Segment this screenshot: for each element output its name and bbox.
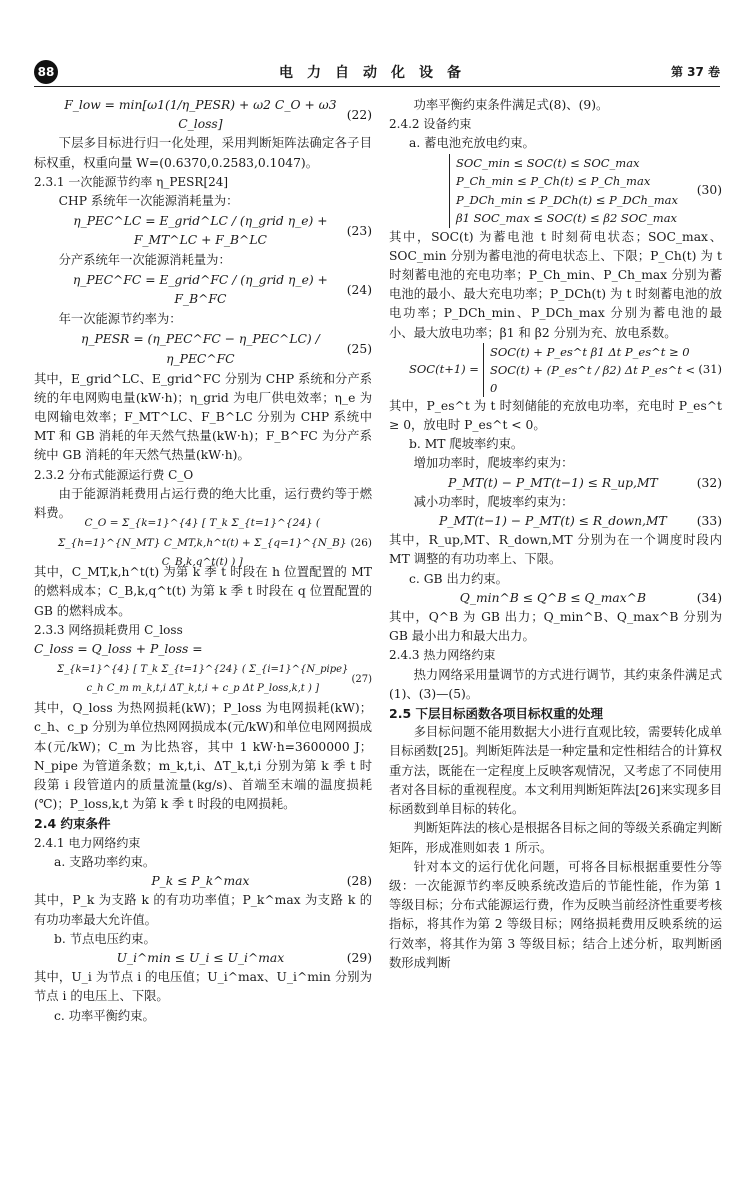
equation-28: P_k ≤ P_k^max (28) bbox=[151, 874, 372, 889]
section-heading-2-4-1: 2.4.1 电力网络约束 bbox=[34, 835, 141, 850]
item-c-power: c. 功率平衡约束。 bbox=[54, 1008, 155, 1023]
paragraph: 减小功率时，爬坡率约束为： bbox=[413, 494, 574, 509]
paragraph: 其中，E_grid^LC、E_grid^FC 分别为 CHP 系统和分产系统的年电网购电量(kW·h)；η_grid 为电厂供电效率；η_e 为电网输电效率；F_MT^LC、F_B^LC 分别为 CHP 系统中 MT 和 GB 消耗的年天然气热量(kW·h)；F_B^FC 为分产系统中 GB 消耗的年天然气热量(kW·h)。 bbox=[34, 371, 372, 463]
equation-31: SOC(t+1) = SOC(t) + P_es^t β1 Δt P_es^t ≥ 0 SOC(t) + (P_es^t / β2) Δt P_es^t < 0 (31) bbox=[409, 344, 722, 395]
item-c-gb: c. GB 出力约束。 bbox=[409, 571, 508, 586]
equation-27: Σ_{k=1}^{4} [ T_k Σ_{t=1}^{24} ( Σ_{i=1}^{N_pipe} c_h C_m m_k,t,i ΔT_k,t,i + c_p Δt P_loss,k,t ) ] (27) bbox=[57, 664, 372, 695]
paragraph: 分产系统年一次能源消耗量为： bbox=[58, 253, 231, 268]
paragraph: 其中，C_MT,k,h^t(t) 为第 k 季 t 时段在 h 位置配置的 MT 的燃料成本；C_B,k,q^t(t) 为第 k 季 t 时段在 q 位置配置的 GB 的燃料成本。 bbox=[34, 565, 372, 618]
paragraph: 其中，P_k 为支路 k 的有功功率值；P_k^max 为支路 k 的有功功率最大允许值。 bbox=[34, 893, 372, 927]
paragraph: 其中，U_i 为节点 i 的电压值；U_i^max、U_i^min 分别为节点 i 的电压上、下限。 bbox=[34, 970, 372, 1004]
equation-27-lhs: C_loss = Q_loss + P_loss = bbox=[34, 642, 203, 657]
paragraph: 功率平衡约束条件满足式(8)、(9)。 bbox=[413, 98, 609, 112]
paragraph: 判断矩阵法的核心是根据各目标之间的等级关系确定判断矩阵，形成准则如表 1 所示。 bbox=[389, 821, 722, 855]
volume-label: 第 37 卷 bbox=[670, 65, 720, 79]
equation-25: η_PESR = (η_PEC^FC − η_PEC^LC) / η_PEC^FC (25) bbox=[80, 332, 372, 366]
item-a-battery: a. 蓄电池充放电约束。 bbox=[409, 136, 535, 151]
paragraph: 其中，P_es^t 为 t 时刻储能的充放电功率，充电时 P_es^t ≥ 0，放电时 P_es^t < 0。 bbox=[389, 398, 722, 433]
item-a-branch: a. 支路功率约束。 bbox=[54, 854, 156, 869]
equation-33: P_MT(t−1) − P_MT(t) ≤ R_down,MT (33) bbox=[439, 514, 722, 529]
left-column bbox=[34, 96, 372, 1026]
paragraph: 多目标问题不能用数据大小进行直观比较，需要转化成单目标函数[25]。判断矩阵法是一种定量和定性相结合的计算权重方法，既能在一定程度上反映客观情况，又考虑了不同使用者对各目标的重视程度。本文利用判断矩阵法[26]来实现多目标函数到单目标的转化。 bbox=[389, 725, 722, 817]
paragraph: 热力网络采用量调节的方式进行调节，其约束条件满足式(1)、(3)—(5)。 bbox=[389, 667, 722, 701]
item-b-mt: b. MT 爬坡率约束。 bbox=[409, 437, 524, 452]
paragraph: 其中，R_up,MT、R_down,MT 分别为在一个调度时段内 MT 调整的有功功率上、下限。 bbox=[389, 533, 722, 567]
paragraph: CHP 系统年一次能源消耗量为： bbox=[58, 194, 239, 209]
section-heading-2-5: 2.5 下层目标函数各项目标权重的处理 bbox=[389, 706, 603, 722]
paragraph: 其中，Q^B 为 GB 出力；Q_min^B、Q_max^B 分别为 GB 最小出力和最大出力。 bbox=[389, 610, 722, 644]
item-b-node: b. 节点电压约束。 bbox=[54, 931, 156, 946]
section-heading-2-3-2: 2.3.2 分布式能源运行费 C_O bbox=[34, 467, 194, 482]
equation-24: η_PEC^FC = E_grid^FC / (η_grid η_e) + F_B^FC (24) bbox=[72, 273, 372, 307]
section-heading-2-4-2: 2.4.2 设备约束 bbox=[389, 117, 472, 132]
equation-23: η_PEC^LC = E_grid^LC / (η_grid η_e) + F_MT^LC + F_B^LC (23) bbox=[73, 214, 372, 248]
equation-29: U_i^min ≤ U_i ≤ U_i^max (29) bbox=[116, 950, 372, 965]
paragraph: 年一次能源节约率为： bbox=[58, 312, 182, 327]
section-heading-2-4-3: 2.4.3 热力网络约束 bbox=[389, 648, 496, 663]
paragraph: 由于能源消耗费用占运行费的绝大比重，运行费约等于燃料费。 bbox=[34, 486, 372, 521]
paragraph: 针对本文的运行优化问题，可将各目标根据重要性分等级：一次能源节约率反映系统改造后的节能性能，作为第 1 等级目标；分布式能源运行费，作为反映当前经济性重要考核指标，将其作为第 2 等级目标；网络损耗费用反映系统的运行效率，将其作为第 3 等级目标；结合上述分析，取判断函数形成判断 bbox=[389, 859, 722, 970]
journal-title: 电力自动化设备 bbox=[279, 65, 475, 81]
section-heading-2-3-3: 2.3.3 网络损耗费用 C_loss bbox=[34, 622, 183, 637]
right-column bbox=[389, 96, 722, 973]
equation-22: F_low = min[ω1(1/η_PESR) + ω2 C_O + ω3 C_loss] (22) bbox=[64, 98, 372, 132]
section-heading-2-4: 2.4 约束条件 bbox=[34, 816, 111, 832]
equation-30: SOC_min ≤ SOC(t) ≤ SOC_max P_Ch_min ≤ P_Ch(t) ≤ P_Ch_max P_DCh_min ≤ P_DCh(t) ≤ P_DCh_max β1 SOC_max ≤ SOC(t) ≤ β2 SOC_max (30) bbox=[389, 154, 722, 228]
page-header bbox=[34, 58, 720, 87]
equation-32: P_MT(t) − P_MT(t−1) ≤ R_up,MT (32) bbox=[447, 475, 722, 490]
section-heading-2-3-1: 2.3.1 一次能源节约率 η_PESR[24] bbox=[34, 174, 229, 189]
paragraph: 其中，Q_loss 为热网损耗(kW)；P_loss 为电网损耗(kW)；c_h、c_p 分别为单位热网网损成本(元/kW)和单位电网网损成本(元/kW)；C_m 为比热容，其中 1 kW·h=3600000 J；N_pipe 为管道条数；m_k,t,i、ΔT_k,t,i 分别为第 k 季 t 时段第 i 段管道内的质量流量(kg/s)、首端至末端的温度损耗(℃)；P_loss,k,t 为第 k 季 t 时段的电网损耗。 bbox=[34, 701, 372, 812]
paragraph: 增加功率时，爬坡率约束为： bbox=[413, 456, 574, 471]
paragraph: 下层多目标进行归一化处理，采用判断矩阵法确定各子目标权重，权重向量 W=(0.6370,0.2583,0.1047)。 bbox=[34, 136, 372, 170]
paragraph: 其中，SOC(t) 为蓄电池 t 时刻荷电状态；SOC_max、SOC_min 分别为蓄电池的荷电状态上、下限；P_Ch(t) 为 t 时刻蓄电池的充电功率；P_Ch_min、P_Ch_max 分别为蓄电池的最小、最大充电功率；P_DCh(t) 为 t 时刻蓄电池的放电功率；P_DCh_min、P_DCh_max 分别为蓄电池的最小、最大放电功率；β1 和 β2 分别为充、放电系数。 bbox=[389, 229, 722, 340]
page-number-badge: 88 bbox=[34, 60, 58, 84]
equation-26: C_O = Σ_{k=1}^{4} [ T_k Σ_{t=1}^{24} ( Σ_{h=1}^{N_MT} C_MT,k,h^t(t) + Σ_{q=1}^{N_B} C_B,k,q^t(t) ) ] (26) bbox=[57, 517, 372, 568]
equation-34: Q_min^B ≤ Q^B ≤ Q_max^B (34) bbox=[459, 590, 722, 605]
